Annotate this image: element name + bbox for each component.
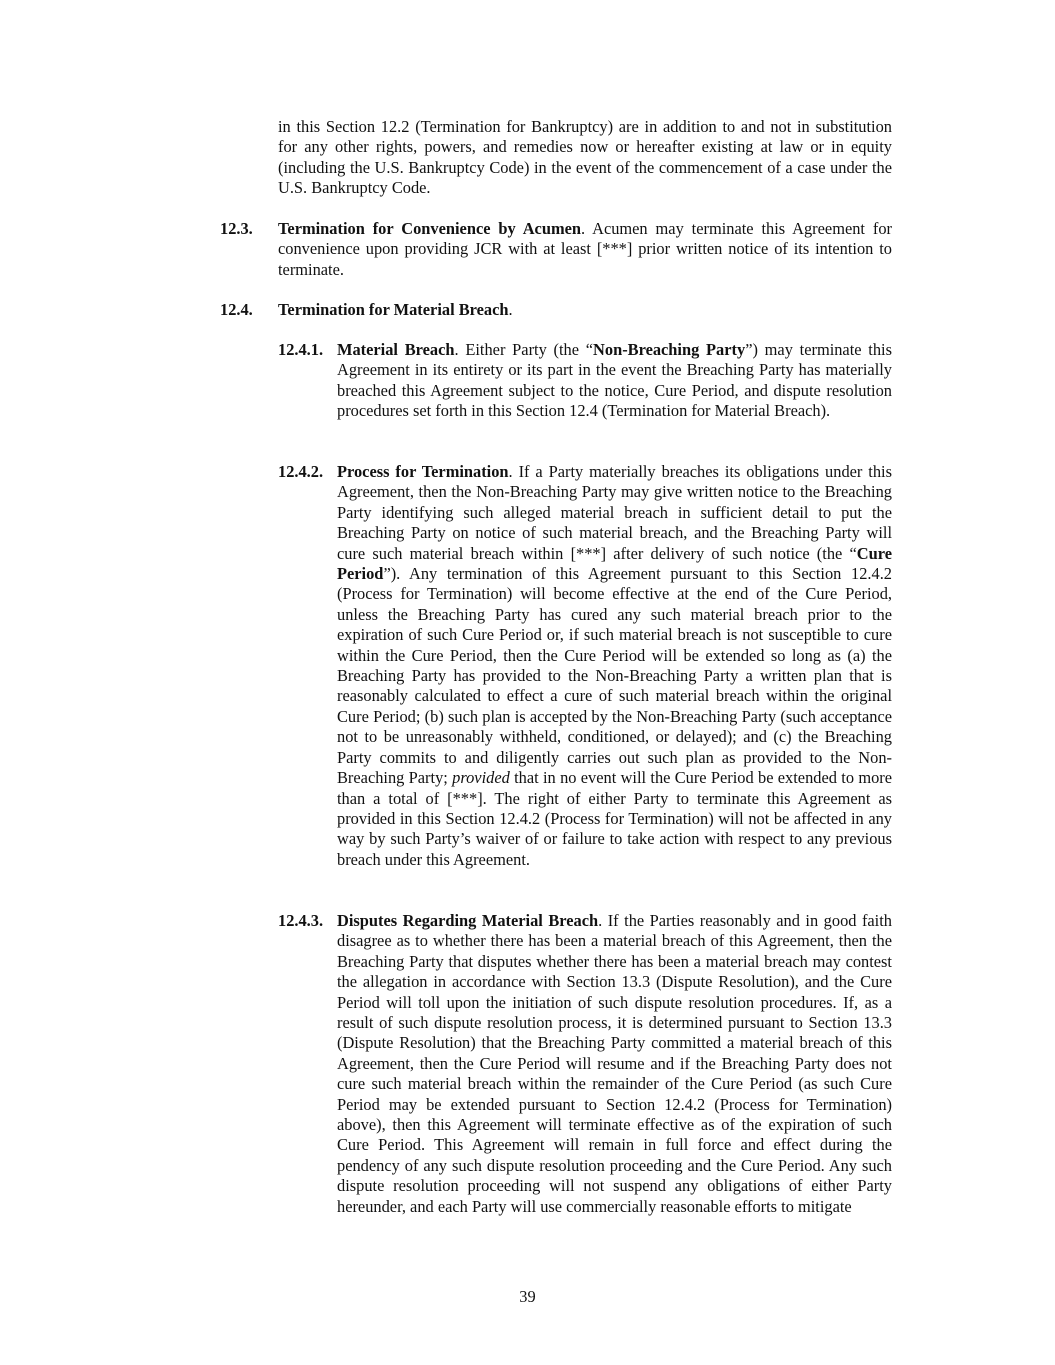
subsection-heading: Material Breach [337,340,455,359]
section-12-2-continuation [278,117,892,199]
defined-term: Cure Period [337,543,892,584]
subsection-body [337,911,892,1217]
section-body [278,219,892,280]
subsection-number: 12.4.1. [278,340,324,359]
continuation-text: in this Section 12.2 (Termination for Bankruptcy) are in addition to and not in substitution for any other rights, powers, and remedies now or hereafter existing at law or in equity (including the U.S. Bankruptcy Code) in the event of the commencement of a case under the U.S. Bankruptcy Code. [278,117,892,198]
subsection-text: ”). Any termination of this Agreement pursuant to this Section 12.4.2 (Process for Termination) will become effective at the end of the Cure Period, unless the Breaching Party has cured any such material breach prior to the expiration of such Cure Period or, if such material breach is not susceptible to cure within the Cure Period, then the Cure Period will be extended so long as (a) the Breaching Party has provided to the Non-Breaching Party a written plan that is reasonably calculated to effect a cure of such material breach within the original Cure Period; (b) such plan is accepted by the Non-Breaching Party (such acceptance not to be unreasonably withheld, conditioned, or delayed); and (c) the Breaching Party commits to and diligently carries out such plan as provided to the Non-Breaching Party; [337,564,892,788]
subsection-heading: Process for Termination [337,462,509,481]
section-number: 12.4. [220,300,253,319]
subsection-text: ”) may terminate this Agreement in its entirety or its part in the event the Breaching Party has materially breached this Agreement subject to the notice, Cure Period, and dispute resolution procedures set forth in this Section 12.4 (Termination for Material Breach). [337,340,892,421]
subsection-body [337,462,892,870]
subsection-text: . If a Party materially breaches its obligations under this Agreement, then the Non-Breaching Party may give written notice to the Breaching Party identifying such alleged material breach in sufficient detail to put the Breaching Party on notice of such material breach, and the Breaching Party will cure such material breach within [***] after delivery of such notice (the “ [337,462,892,563]
section-heading: Termination for Convenience by Acumen [278,219,581,238]
defined-term: Non-Breaching Party [593,340,746,359]
section-body [278,300,892,320]
subsection-text: that in no event will the Cure Period be extended to more than a total of [***]. The right of either Party to terminate this Agreement as provided in this Section 12.4.2 (Process for Termination) will not be affected in any way by such Party’s waiver of or failure to take action with respect to any previous breach under this Agreement. [337,768,892,869]
subsection-text: . If the Parties reasonably and in good faith disagree as to whether there has been a material breach of this Agreement, then the Breaching Party that disputes whether there has been a material breach may contest the allegation in accordance with Section 13.3 (Dispute Resolution), and the Cure Period will toll upon the initiation of such dispute resolution procedures. If, as a result of such dispute resolution process, it is determined pursuant to Section 13.3 (Dispute Resolution) that the Breaching Party committed a material breach of this Agreement, then the Cure Period will resume and if the Breaching Party does not cure such material breach within the remainder of the Cure Period (as such Cure Period may be extended pursuant to Section 12.4.2 (Process for Termination) above), then this Agreement will terminate effective as of the expiration of such Cure Period. This Agreement will remain in full force and effect during the pendency of any such dispute resolution proceeding and the Cure Period. Any such dispute resolution proceeding will not suspend any obligations of either Party hereunder, and each Party will use commercially reasonable efforts to mitigate [337,911,892,1216]
subsection-heading: Disputes Regarding Material Breach [337,911,599,930]
section-text: . [508,300,513,319]
subsection-text: . Either Party (the “ [454,340,594,359]
page-number: 39 [519,1287,536,1306]
subsection-body [337,340,892,422]
italic-term: provided [452,768,510,788]
section-heading: Termination for Material Breach [278,300,509,319]
subsection-number: 12.4.2. [278,462,324,481]
section-number: 12.3. [220,219,253,238]
section-text: . Acumen may terminate this Agreement for convenience upon providing JCR with at least [***] prior written notice of its intention to terminate. [278,219,892,279]
subsection-number: 12.4.3. [278,911,324,930]
